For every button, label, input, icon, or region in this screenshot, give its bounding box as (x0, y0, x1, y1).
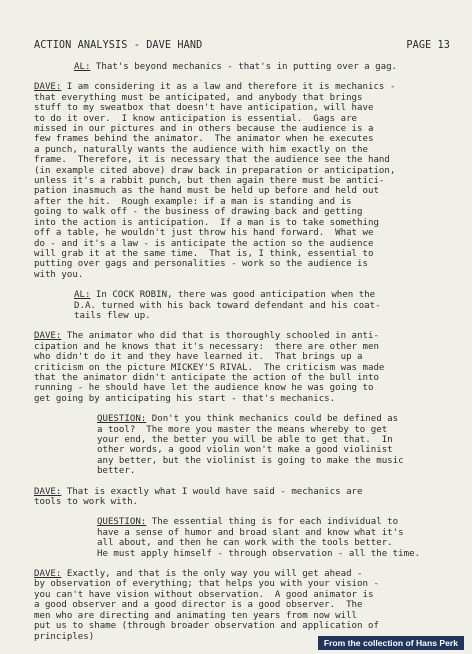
paragraph-line: running - he should have let the audience know he was going to (34, 383, 374, 394)
transcript-paragraph (34, 569, 450, 642)
paragraph-line: you can't have vision without observation. A good animator is (34, 589, 374, 600)
paragraph-line: with you. (34, 269, 84, 280)
paragraph-line: who didn't do it and they have learned it. That brings up a (34, 352, 363, 363)
page-header (34, 40, 450, 51)
paragraph-line: men who are directing and animating ten years from now will (34, 610, 358, 621)
paragraph-line: stuff to my sweatbox that doesn't have anticipation, will have (34, 103, 374, 114)
transcript-paragraph (97, 517, 450, 559)
line-text: That's beyond mechanics - that's in putting over a gag. (90, 62, 398, 72)
paragraph-line: criticism on the picture MICKEY'S RIVAL. The criticism was made (34, 362, 385, 373)
paragraph-line: to do it over. I know anticipation is essential. Gags are (34, 113, 358, 124)
paragraph-line: tools to work with. (34, 497, 139, 508)
paragraph-line: any better, but the violinist is going to make the music (97, 455, 404, 466)
speaker-label: QUESTION: (97, 517, 147, 528)
line-text: That is exactly what I would have said - mechanics are (61, 486, 363, 497)
line-text: Exactly, and that is the only way you will get ahead - (61, 569, 363, 580)
document-title: ACTION ANALYSIS - DAVE HAND (34, 40, 203, 51)
paragraph-line: other words, a good violin won't make a good violinist (97, 445, 393, 456)
line-text: I am considering it as a law and therefore it is mechanics - (61, 82, 396, 93)
page-number: PAGE 13 (406, 40, 450, 51)
speaker-label: AL: (74, 62, 91, 72)
paragraph-line: D.A. turned with his back toward defendant and his coat- (74, 300, 381, 311)
transcript-paragraph (34, 82, 450, 280)
paragraph-line: your end, the better you will be able to get that. In (97, 435, 393, 445)
paragraph-line (74, 290, 450, 300)
paragraph-line: He must apply himself - through observation - all the time. (97, 548, 421, 559)
transcript-body (34, 62, 450, 652)
paragraph-line: pation inasmuch as the hand must be held up before and held out (34, 186, 379, 197)
paragraph-line: that everything must be anticipated, and anybody that brings (34, 92, 363, 103)
paragraph-line: cipation and he knows that it's necessary: there are other men (34, 341, 379, 352)
paragraph-line: unless it's a rabbit punch, but then again there must be antici- (34, 176, 385, 187)
paragraph-line: by observation of everything; that helps you with your vision - (34, 579, 379, 590)
paragraph-line: putting over gags and personalities - work so the audience is (34, 259, 368, 270)
paragraph-line: tails flew up. (74, 310, 151, 321)
transcript-paragraph (97, 414, 450, 476)
paragraph-line: off a table, he wouldn't just throw his hand forward. What we (34, 228, 374, 239)
collection-credit: From the collection of Hans Perk (318, 636, 464, 650)
paragraph-line: have a sense of humor and broad slant and know what it's (97, 527, 404, 538)
speaker-label: DAVE: (34, 569, 62, 580)
paragraph-line: (in example cited above) draw back in preparation or anticipation, (34, 165, 396, 176)
paragraph-line: going to walk off - the business of drawing back and getting (34, 207, 363, 218)
speaker-label: AL: (74, 290, 91, 301)
paragraph-line (74, 62, 450, 72)
paragraph-line: better. (97, 466, 136, 477)
paragraph-line: all about, and then he can work with the tools better. (97, 538, 393, 549)
paragraph-line: into the action is anticipation. If a man is to take something (34, 217, 379, 228)
paragraph-line: that the animator didn't anticipate the action of the bull into (34, 372, 379, 383)
speaker-label: DAVE: (34, 331, 62, 342)
paragraph-line (34, 82, 450, 92)
paragraph-line: put us to shame (through broader observation and application of (34, 621, 379, 632)
paragraph-line (34, 487, 450, 497)
transcript-paragraph (74, 62, 450, 72)
line-text: Don't you think mechanics could be defined as (146, 414, 399, 425)
paragraph-line: a punch, naturally wants the audience with him exactly on the (34, 144, 368, 155)
paragraph-line: a good observer and a good director is a good observer. The (34, 600, 363, 611)
line-text: The essential thing is for each individual to (146, 517, 399, 528)
speaker-label: DAVE: (34, 486, 62, 497)
paragraph-line: do - and it's a law - is anticipate the action so the audience (34, 238, 374, 249)
paragraph-line: principles) (34, 631, 95, 642)
transcript-paragraph (34, 331, 450, 404)
paragraph-line: missed in our pictures and in others because the audience is a (34, 124, 374, 135)
paragraph-line: few frames behind the animator. The animator when he executes (34, 134, 374, 145)
transcript-paragraph (74, 290, 450, 321)
paragraph-line (97, 517, 450, 527)
paragraph-line: get going by anticipating his start - that's mechanics. (34, 393, 336, 404)
speaker-label: QUESTION: (97, 414, 147, 425)
speaker-label: DAVE: (34, 82, 62, 93)
paragraph-line (34, 331, 450, 341)
line-text: The animator who did that is thoroughly schooled in anti- (61, 331, 379, 342)
paragraph-line: after the hit. Rough example: if a man is standing and is (34, 196, 352, 207)
paragraph-line (97, 414, 450, 424)
paragraph-line: will grab it at the same time. That is, I think, essential to (34, 248, 374, 259)
paragraph-line (34, 569, 450, 579)
paragraph-line: frame. Therefore, it is necessary that the audience see the hand (34, 155, 390, 166)
line-text: In COCK ROBIN, there was good anticipation when the (90, 290, 376, 301)
paragraph-line: a tool? The more you master the means whereby to get (97, 424, 388, 435)
transcript-paragraph (34, 487, 450, 508)
